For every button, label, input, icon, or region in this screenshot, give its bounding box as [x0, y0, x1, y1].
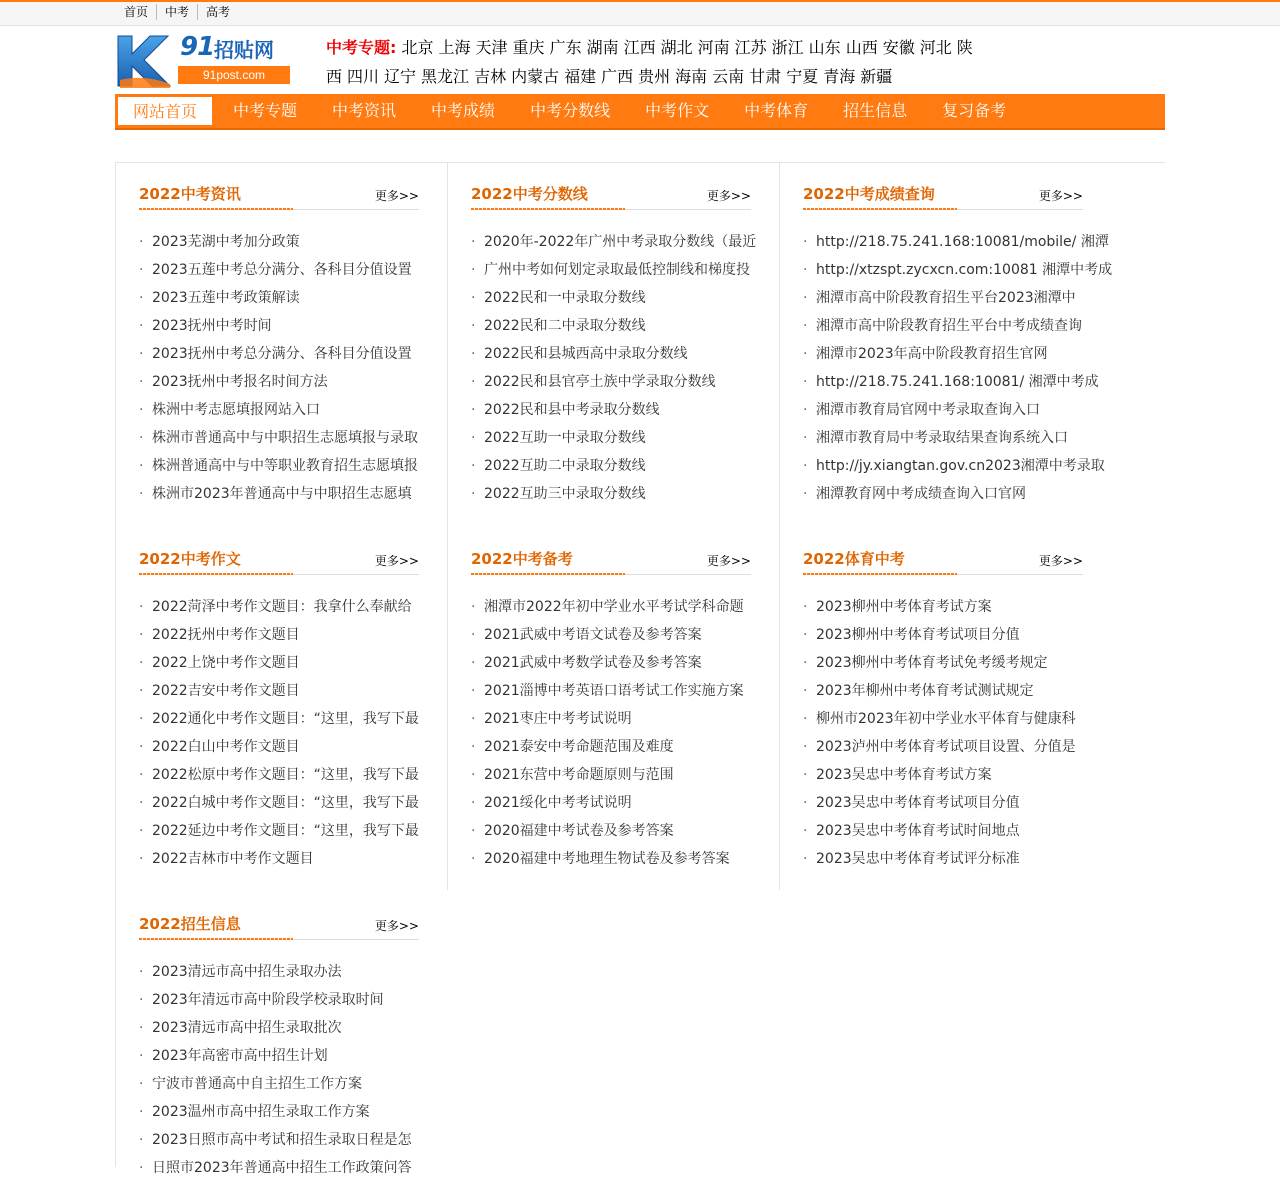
panel-title: 2022中考资讯: [139, 185, 241, 203]
article-link[interactable]: 2023抚州中考时间: [152, 318, 272, 334]
list-item: [139, 649, 419, 677]
list-item: [139, 621, 419, 649]
panel-title: 2022体育中考: [803, 550, 905, 568]
panel-header: [139, 893, 419, 943]
more-link[interactable]: 更多>>: [374, 919, 419, 933]
news-panel: [139, 528, 419, 873]
article-link[interactable]: 2023五莲中考总分满分、各科目分值设置: [152, 262, 412, 278]
list-item: [803, 845, 1083, 873]
topics-label: 中考专题:: [326, 38, 397, 57]
list-item: [471, 817, 751, 845]
topic-region-link[interactable]: 甘肃: [749, 67, 782, 86]
list-item: [139, 256, 419, 284]
article-link[interactable]: 2021绥化中考考试说明: [484, 795, 632, 811]
nav-tab[interactable]: 中考专题: [233, 101, 298, 120]
topnav-home-link[interactable]: 首页: [124, 5, 149, 19]
article-link[interactable]: 湘潭市2023年高中阶段教育招生官网: [816, 346, 1048, 362]
topic-region-link[interactable]: 江苏: [734, 38, 767, 57]
article-list: [139, 593, 419, 873]
topic-region-link[interactable]: 内蒙古: [511, 67, 560, 86]
article-link[interactable]: 2023年高密市高中招生计划: [152, 1048, 328, 1064]
article-link[interactable]: 2022互助一中录取分数线: [484, 430, 646, 446]
article-link[interactable]: 2023清远市高中招生录取办法: [152, 964, 342, 980]
news-panel: [471, 528, 751, 873]
article-link[interactable]: 2021泰安中考命题范围及难度: [484, 739, 674, 755]
article-link[interactable]: 2022抚州中考作文题目: [152, 627, 300, 643]
article-list: [139, 958, 419, 1182]
nav-tab[interactable]: 招生信息: [843, 101, 908, 120]
article-list: [471, 228, 757, 508]
panel-header: [803, 163, 1083, 213]
list-item: [139, 1154, 419, 1182]
article-link[interactable]: 2022通化中考作文题目：“这里，我写下最: [152, 711, 419, 727]
top-bar: [0, 0, 1280, 26]
list-item: [139, 284, 419, 312]
article-link[interactable]: 2022互助二中录取分数线: [484, 458, 646, 474]
article-link[interactable]: 2023柳州中考体育考试方案: [816, 599, 992, 615]
topic-region-link[interactable]: 新疆: [860, 67, 893, 86]
topic-region-link[interactable]: 河南: [697, 38, 730, 57]
topnav-gaokao-link[interactable]: 高考: [197, 4, 238, 20]
list-item: [471, 761, 751, 789]
panel-divider: [139, 939, 419, 940]
list-item: [471, 649, 751, 677]
list-item: [139, 396, 419, 424]
article-link[interactable]: 2023吴忠中考体育考试方案: [816, 767, 992, 783]
list-item: [803, 368, 1099, 396]
top-nav: [116, 4, 238, 20]
article-link[interactable]: 2022民和县中考录取分数线: [484, 402, 660, 418]
article-list: [803, 593, 1083, 873]
list-item: [139, 845, 419, 873]
topnav-zhongkao-link[interactable]: 中考: [156, 4, 197, 20]
list-item: [471, 733, 751, 761]
list-item: [139, 1098, 419, 1126]
list-item: [139, 733, 419, 761]
article-link[interactable]: http://jy.xiangtan.gov.cn2023湘潭中考录取: [816, 458, 1105, 474]
list-item: [471, 368, 751, 396]
list-item: [471, 452, 751, 480]
list-item: [471, 621, 751, 649]
topic-region-link[interactable]: 山东: [808, 38, 841, 57]
topic-region-link[interactable]: 湖北: [660, 38, 693, 57]
list-item: [139, 1126, 419, 1154]
list-item: [803, 424, 1083, 452]
list-item: [803, 452, 1105, 480]
article-link[interactable]: 2023泸州中考体育考试项目设置、分值是: [816, 739, 1076, 755]
list-item: [471, 845, 751, 873]
topic-region-link[interactable]: 辽宁: [384, 67, 417, 86]
list-item: [803, 705, 1083, 733]
article-link[interactable]: 2022民和一中录取分数线: [484, 290, 646, 306]
panel-header: [803, 528, 1083, 578]
logo-brand-name: 招贴网: [214, 38, 274, 62]
list-item: [803, 228, 1109, 256]
topic-region-link[interactable]: 宁夏: [786, 67, 819, 86]
more-link[interactable]: 更多>>: [374, 554, 419, 568]
article-link[interactable]: 日照市2023年普通高中招生工作政策问答: [152, 1160, 412, 1176]
list-item: [803, 312, 1083, 340]
panel-divider: [803, 574, 1083, 575]
article-link[interactable]: 2022民和县官亭土族中学录取分数线: [484, 374, 716, 390]
list-item: [139, 424, 419, 452]
news-panel: [803, 528, 1083, 873]
article-link[interactable]: 株洲市普通高中与中职招生志愿填报与录取: [152, 430, 418, 446]
list-item: [139, 228, 419, 256]
news-panel: [139, 163, 419, 508]
nav-tab[interactable]: 中考分数线: [530, 101, 611, 120]
topic-region-link[interactable]: 青海: [823, 67, 856, 86]
nav-tab[interactable]: 中考成绩: [431, 101, 496, 120]
article-link[interactable]: http://218.75.241.168:10081/mobile/ 湘潭: [816, 234, 1109, 250]
article-link[interactable]: 广州中考如何划定录取最低控制线和梯度投: [484, 262, 750, 278]
site-logo[interactable]: [116, 34, 294, 94]
article-link[interactable]: 2021淄博中考英语口语考试工作实施方案: [484, 683, 744, 699]
article-link[interactable]: 2022延边中考作文题目：“这里，我写下最: [152, 823, 419, 839]
list-item: [803, 677, 1083, 705]
article-link[interactable]: 2023温州市高中招生录取工作方案: [152, 1104, 370, 1120]
topic-region-link[interactable]: 黑龙江: [421, 67, 470, 86]
article-link[interactable]: http://218.75.241.168:10081/ 湘潭中考成: [816, 374, 1099, 390]
news-panel: [803, 163, 1113, 508]
panel-header: [471, 163, 751, 213]
article-link[interactable]: 2023柳州中考体育考试免考缓考规定: [816, 655, 1048, 671]
article-link[interactable]: http://xtzspt.zycxcn.com:10081 湘潭中考成: [816, 262, 1113, 278]
list-item: [471, 677, 751, 705]
panel-divider: [471, 209, 751, 210]
topic-region-link[interactable]: 贵州: [638, 67, 671, 86]
article-link[interactable]: 2023芜湖中考加分政策: [152, 234, 300, 250]
list-item: [471, 789, 751, 817]
article-link[interactable]: 湘潭教育网中考成绩查询入口官网: [816, 486, 1026, 502]
list-item: [471, 705, 751, 733]
article-link[interactable]: 2022吉林市中考作文题目: [152, 851, 314, 867]
list-item: [803, 593, 1083, 621]
article-link[interactable]: 2023柳州中考体育考试项目分值: [816, 627, 1020, 643]
article-link[interactable]: 2022白山中考作文题目: [152, 739, 300, 755]
article-link[interactable]: 2021枣庄中考考试说明: [484, 711, 632, 727]
list-item: [139, 1042, 419, 1070]
article-list: [139, 228, 419, 508]
article-list: [471, 593, 751, 873]
article-link[interactable]: 2023日照市高中考试和招生录取日程是怎: [152, 1132, 412, 1148]
more-link[interactable]: 更多>>: [706, 189, 751, 203]
article-link[interactable]: 株洲中考志愿填报网站入口: [152, 402, 320, 418]
list-item: [471, 312, 751, 340]
article-list: [803, 228, 1113, 508]
panel-divider: [803, 209, 1083, 210]
more-link[interactable]: 更多>>: [374, 189, 419, 203]
list-item: [471, 480, 751, 508]
article-link[interactable]: 株洲市2023年普通高中与中职招生志愿填: [152, 486, 412, 502]
article-link[interactable]: 2023吴忠中考体育考试项目分值: [816, 795, 1020, 811]
article-link[interactable]: 2021武威中考语文试卷及参考答案: [484, 627, 702, 643]
panel-header: [139, 163, 419, 213]
article-link[interactable]: 2022白城中考作文题目：“这里，我写下最: [152, 795, 419, 811]
list-item: [471, 396, 751, 424]
topic-region-link[interactable]: 广东: [549, 38, 582, 57]
list-item: [139, 368, 419, 396]
topic-regions: [326, 33, 976, 91]
list-item: [803, 480, 1083, 508]
topic-region-link[interactable]: 重庆: [512, 38, 545, 57]
article-link[interactable]: 株洲普通高中与中等职业教育招生志愿填报: [152, 458, 418, 474]
article-link[interactable]: 2023吴忠中考体育考试评分标准: [816, 851, 1020, 867]
article-link[interactable]: 湘潭市2022年初中学业水平考试学科命题: [484, 599, 744, 615]
list-item: [139, 761, 419, 789]
article-link[interactable]: 2020年-2022年广州中考录取分数线（最近: [484, 234, 757, 250]
panel-title: 2022中考备考: [471, 550, 573, 568]
panel-title: 2022中考分数线: [471, 185, 588, 203]
list-item: [139, 705, 419, 733]
list-item: [471, 593, 751, 621]
topic-region-list: [326, 38, 973, 86]
list-item: [139, 986, 419, 1014]
list-item: [803, 789, 1083, 817]
panel-header: [139, 528, 419, 578]
topic-region-link[interactable]: 山西: [845, 38, 878, 57]
panel-header: [471, 528, 751, 578]
list-item: [139, 817, 419, 845]
article-link[interactable]: 湘潭市高中阶段教育招生平台2023湘潭中: [816, 290, 1076, 306]
topic-region-link[interactable]: 陕西: [326, 38, 973, 86]
article-link[interactable]: 2023年清远市高中阶段学校录取时间: [152, 992, 384, 1008]
topic-region-link[interactable]: 北京: [401, 38, 434, 57]
nav-tab[interactable]: 中考资讯: [332, 101, 397, 120]
topic-region-link[interactable]: 四川: [347, 67, 380, 86]
list-item: [139, 677, 419, 705]
topic-region-link[interactable]: 上海: [438, 38, 471, 57]
panel-title: 2022中考作文: [139, 550, 241, 568]
article-link[interactable]: 2022菏泽中考作文题目：我拿什么奉献给: [152, 599, 412, 615]
topic-region-link[interactable]: 天津: [475, 38, 508, 57]
list-item: [803, 649, 1083, 677]
column-divider: [779, 163, 780, 890]
logo-domain: 91post.com: [178, 66, 290, 84]
article-link[interactable]: 湘潭市教育局中考录取结果查询系统入口: [816, 430, 1068, 446]
list-item: [471, 256, 751, 284]
list-item: [803, 817, 1083, 845]
panel-title: 2022中考成绩查询: [803, 185, 935, 203]
article-link[interactable]: 2021东营中考命题原则与范围: [484, 767, 674, 783]
article-link[interactable]: 2021武威中考数学试卷及参考答案: [484, 655, 702, 671]
article-link[interactable]: 2022民和二中录取分数线: [484, 318, 646, 334]
more-link[interactable]: 更多>>: [1038, 554, 1083, 568]
article-link[interactable]: 2023五莲中考政策解读: [152, 290, 300, 306]
list-item: [803, 396, 1083, 424]
list-item: [471, 228, 757, 256]
topic-region-link[interactable]: 浙江: [771, 38, 804, 57]
main-nav: [115, 94, 1165, 130]
list-item: [803, 256, 1113, 284]
article-link[interactable]: 2022吉安中考作文题目: [152, 683, 300, 699]
list-item: [471, 284, 751, 312]
list-item: [139, 480, 419, 508]
panel-divider: [139, 574, 419, 575]
list-item: [139, 452, 419, 480]
topic-region-link[interactable]: 江西: [623, 38, 656, 57]
article-link[interactable]: 2023年柳州中考体育考试测试规定: [816, 683, 1034, 699]
list-item: [139, 593, 419, 621]
article-link[interactable]: 2023抚州中考报名时间方法: [152, 374, 328, 390]
content-area: [115, 163, 1165, 1176]
topic-region-link[interactable]: 广西: [601, 67, 634, 86]
news-panel: [471, 163, 757, 508]
topic-region-link[interactable]: 云南: [712, 67, 745, 86]
list-item: [803, 340, 1083, 368]
topic-region-link[interactable]: 吉林: [474, 67, 507, 86]
topic-region-link[interactable]: 海南: [675, 67, 708, 86]
article-link[interactable]: 2020福建中考地理生物试卷及参考答案: [484, 851, 730, 867]
list-item: [139, 340, 419, 368]
column-divider: [447, 163, 448, 890]
topic-region-link[interactable]: 河北: [919, 38, 952, 57]
list-item: [139, 1070, 419, 1098]
topic-region-link[interactable]: 福建: [564, 67, 597, 86]
article-link[interactable]: 柳州市2023年初中学业水平体育与健康科: [816, 711, 1076, 727]
list-item: [139, 958, 419, 986]
nav-tab[interactable]: 网站首页: [117, 96, 213, 126]
article-link[interactable]: 2022互助三中录取分数线: [484, 486, 646, 502]
list-item: [471, 340, 751, 368]
article-link[interactable]: 湘潭市教育局官网中考录取查询入口: [816, 402, 1040, 418]
list-item: [803, 733, 1083, 761]
more-link[interactable]: 更多>>: [1038, 189, 1083, 203]
nav-tab[interactable]: 中考作文: [645, 101, 710, 120]
list-item: [803, 284, 1083, 312]
list-item: [471, 424, 751, 452]
nav-tab[interactable]: 复习备考: [942, 101, 1007, 120]
nav-tab[interactable]: 中考体育: [744, 101, 809, 120]
logo-k-icon: [116, 34, 172, 88]
article-link[interactable]: 2022上饶中考作文题目: [152, 655, 300, 671]
news-panel: [139, 893, 419, 1182]
logo-brand-number: 91: [180, 32, 215, 62]
topic-region-link[interactable]: 湖南: [586, 38, 619, 57]
article-link[interactable]: 2022民和县城西高中录取分数线: [484, 346, 688, 362]
article-link[interactable]: 2023抚州中考总分满分、各科目分值设置: [152, 346, 412, 362]
article-link[interactable]: 2022松原中考作文题目：“这里，我写下最: [152, 767, 419, 783]
list-item: [803, 621, 1083, 649]
article-link[interactable]: 2023清远市高中招生录取批次: [152, 1020, 342, 1036]
article-link[interactable]: 宁波市普通高中自主招生工作方案: [152, 1076, 362, 1092]
list-item: [139, 312, 419, 340]
list-item: [139, 1014, 419, 1042]
panel-divider: [471, 574, 751, 575]
topic-region-link[interactable]: 安徽: [882, 38, 915, 57]
article-link[interactable]: 2023吴忠中考体育考试时间地点: [816, 823, 1020, 839]
panel-divider: [139, 209, 419, 210]
list-item: [139, 789, 419, 817]
panel-title: 2022招生信息: [139, 915, 241, 933]
article-link[interactable]: 2020福建中考试卷及参考答案: [484, 823, 674, 839]
list-item: [803, 761, 1083, 789]
article-link[interactable]: 湘潭市高中阶段教育招生平台中考成绩查询: [816, 318, 1082, 334]
more-link[interactable]: 更多>>: [706, 554, 751, 568]
